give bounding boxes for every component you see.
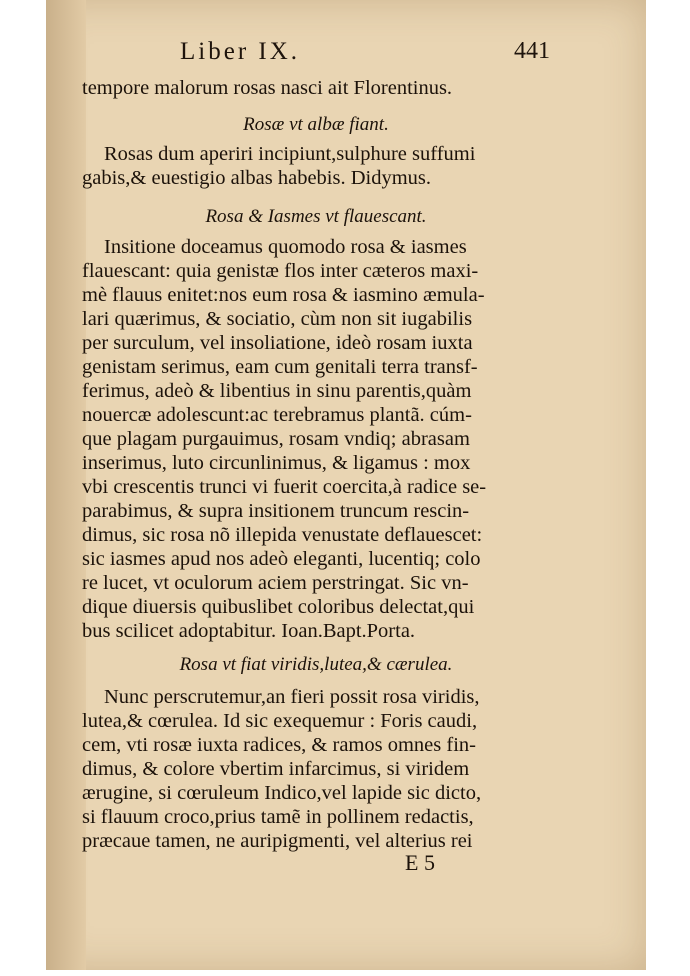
signature-mark: E 5 bbox=[405, 850, 435, 875]
text-line: sic iasmes apud nos adeò eleganti, lucentiq; colo bbox=[82, 548, 481, 570]
text-line: dique diuersis quibuslibet coloribus delectat,qui bbox=[82, 596, 475, 618]
text-line: nouercæ adolescunt:ac terebramus plantã. cúm- bbox=[82, 404, 472, 426]
page-header bbox=[180, 38, 550, 68]
text-line: Rosas dum aperiri incipiunt,sulphure suffumi bbox=[104, 143, 476, 165]
running-title: Liber IX. bbox=[180, 38, 301, 65]
text-line: ærugine, si cœruleum Indico,vel lapide sic dicto, bbox=[82, 782, 482, 804]
text-line: lutea,& cœrulea. Id sic exequemur : Foris caudi, bbox=[82, 710, 478, 732]
section-heading-rosa-iasmes: Rosa & Iasmes vt flauescant. bbox=[205, 206, 427, 227]
text-line: genistam serimus, eam cum genitali terra transf- bbox=[82, 356, 478, 378]
text-line: mè flauus enitet:nos eum rosa & iasmino æmula- bbox=[82, 284, 485, 306]
text-line: præcaue tamen, ne auripigmenti, vel alterius rei bbox=[82, 830, 473, 852]
section-body-rosa-iasmes bbox=[82, 235, 550, 643]
text-line: Insitione doceamus quomodo rosa & iasmes bbox=[104, 236, 467, 258]
page-gutter bbox=[46, 0, 86, 970]
continuation-text bbox=[82, 76, 550, 100]
text-line: per surculum, vel insoliatione, ideò rosam iuxta bbox=[82, 332, 473, 354]
text-line: inserimus, luto circunlinimus, & ligamus : mox bbox=[82, 452, 471, 474]
text-line: flauescant: quia genistæ flos inter cæteros maxi- bbox=[82, 260, 479, 282]
text-line bbox=[82, 166, 550, 190]
text-line: cem, vti rosæ iuxta radices, & ramos omnes fin- bbox=[82, 734, 476, 756]
text-line: Nunc perscrutemur,an fieri possit rosa viridis, bbox=[104, 686, 480, 708]
section-body-rosae-albae bbox=[82, 142, 550, 190]
text-line: si flauum croco,prius tamẽ in pollinem redactis, bbox=[82, 806, 474, 828]
text-line: dimus, & colore vbertim infarcimus, si viridem bbox=[82, 758, 470, 780]
text-fragment: gabis,& euestigio albas habebis. Didymus. bbox=[82, 167, 432, 189]
section-body-rosa-viridis bbox=[82, 685, 550, 853]
text-line: vbi crescentis trunci vi fuerit coercita,à radice se- bbox=[82, 476, 487, 498]
page-number: 441 bbox=[514, 38, 550, 64]
text-line: ferimus, adeò & libentius in sinu parentis,quàm bbox=[82, 380, 472, 402]
section-heading-rosa-viridis: Rosa vt fiat viridis,lutea,& cærulea. bbox=[179, 654, 453, 675]
text-line: lari quærimus, & sociatio, cùm non sit iugabilis bbox=[82, 308, 473, 330]
text-line: que plagam purgauimus, rosam vndiq; abrasam bbox=[82, 428, 470, 450]
section-heading-rosae-albae: Rosæ vt albæ fiant. bbox=[243, 114, 389, 135]
text-line: parabimus, & supra insitionem truncum rescin- bbox=[82, 500, 470, 522]
text-line: dimus, sic rosa nõ illepida venustate deflauescet: bbox=[82, 524, 483, 546]
text-line: re lucet, vt oculorum aciem perstringat. Sic vn- bbox=[82, 572, 469, 594]
text-line: bus scilicet adoptabitur. Ioan.Bapt.Porta. bbox=[82, 620, 416, 642]
text-line: tempore malorum rosas nasci ait Florentinus. bbox=[82, 77, 453, 99]
